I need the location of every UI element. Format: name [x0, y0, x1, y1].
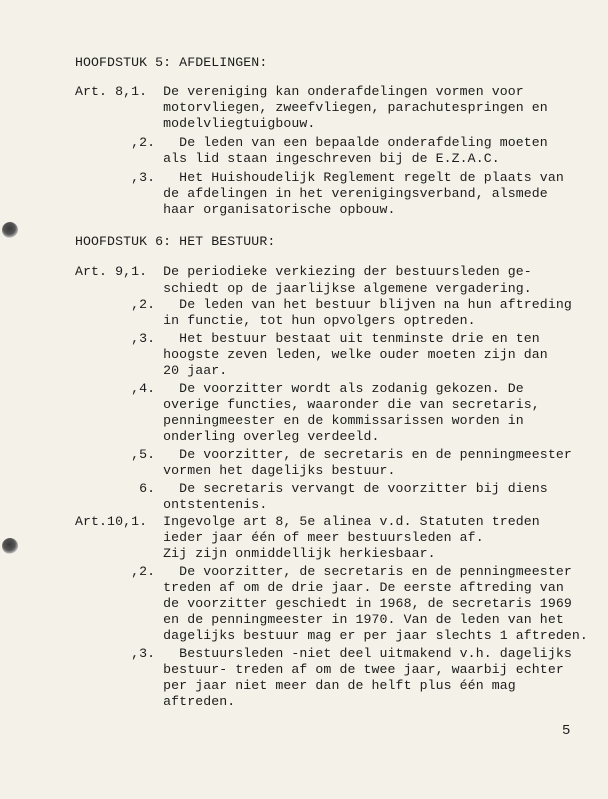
text-line: hoogste zeven leden, welke ouder moeten zijn dan	[75, 347, 548, 362]
text-line: 20 jaar.	[75, 363, 228, 378]
text-line: onderling overleg verdeeld.	[75, 429, 380, 444]
page-number: 5	[562, 723, 571, 739]
text-line: ,3. Het bestuur bestaat uit tenminste drie en ten	[75, 331, 540, 346]
text-line: ,3. Bestuursleden -niet deel uitmakend v.h. dagelijks	[75, 646, 572, 661]
text-line: en de penningmeester in 1970. Van de leden van het	[75, 612, 564, 627]
text-line: Art. 8,1. De vereniging kan onderafdelingen vormen voor	[75, 84, 524, 99]
text-line: aftreden.	[75, 694, 236, 709]
text-line: in functie, tot hun opvolgers optreden.	[75, 313, 476, 328]
text-line: treden af om de drie jaar. De eerste aftreding van	[75, 580, 564, 595]
text-line: motorvliegen, zweefvliegen, parachutespringen en	[75, 100, 548, 115]
text-line: 6. De secretaris vervangt de voorzitter bij diens	[75, 481, 548, 496]
text-line: dagelijks bestuur mag er per jaar slechts 1 aftreden.	[75, 628, 588, 643]
text-line: ,2. De voorzitter, de secretaris en de penningmeester	[75, 564, 572, 579]
text-line: haar organisatorische opbouw.	[75, 202, 396, 217]
text-line: Art. 9,1. De periodieke verkiezing der bestuursleden ge-	[75, 264, 532, 279]
text-line: ,3. Het Huishoudelijk Reglement regelt de plaats van	[75, 170, 564, 185]
text-line: penningmeester en de kommissarissen worden in	[75, 413, 524, 428]
text-line: ieder jaar één of meer bestuursleden af.	[75, 530, 484, 545]
text-line: per jaar niet meer dan de helft plus één mag	[75, 678, 516, 693]
text-line: de voorzitter geschiedt in 1968, de secretaris 1969	[75, 596, 572, 611]
section-heading: HOOFDSTUK 6: HET BESTUUR:	[75, 234, 276, 249]
punch-hole-top	[2, 222, 18, 238]
text-line: overige functies, waaronder die van secretaris,	[75, 397, 540, 412]
text-line: ,2. De leden van het bestuur blijven na hun aftreding	[75, 297, 572, 312]
text-line: als lid staan ingeschreven bij de E.Z.A.C.	[75, 151, 500, 166]
text-line: Art.10,1. Ingevolge art 8, 5e alinea v.d. Statuten treden	[75, 514, 540, 529]
text-line: modelvliegtuigbouw.	[75, 116, 316, 131]
section-heading: HOOFDSTUK 5: AFDELINGEN:	[75, 55, 268, 70]
text-line: schiedt op de jaarlijkse algemene vergadering.	[75, 281, 532, 296]
text-line: vormen het dagelijks bestuur.	[75, 463, 396, 478]
text-line: ,5. De voorzitter, de secretaris en de penningmeester	[75, 447, 572, 462]
text-line: de afdelingen in het verenigingsverband, alsmede	[75, 186, 548, 201]
text-line: ,4. De voorzitter wordt als zodanig gekozen. De	[75, 381, 524, 396]
text-line: ontstentenis.	[75, 497, 268, 512]
text-line: ,2. De leden van een bepaalde onderafdeling moeten	[75, 135, 548, 150]
text-line: bestuur- treden af om de twee jaar, waarbij echter	[75, 662, 564, 677]
punch-hole-bottom	[2, 538, 18, 554]
text-line: Zij zijn onmiddellijk herkiesbaar.	[75, 546, 436, 561]
